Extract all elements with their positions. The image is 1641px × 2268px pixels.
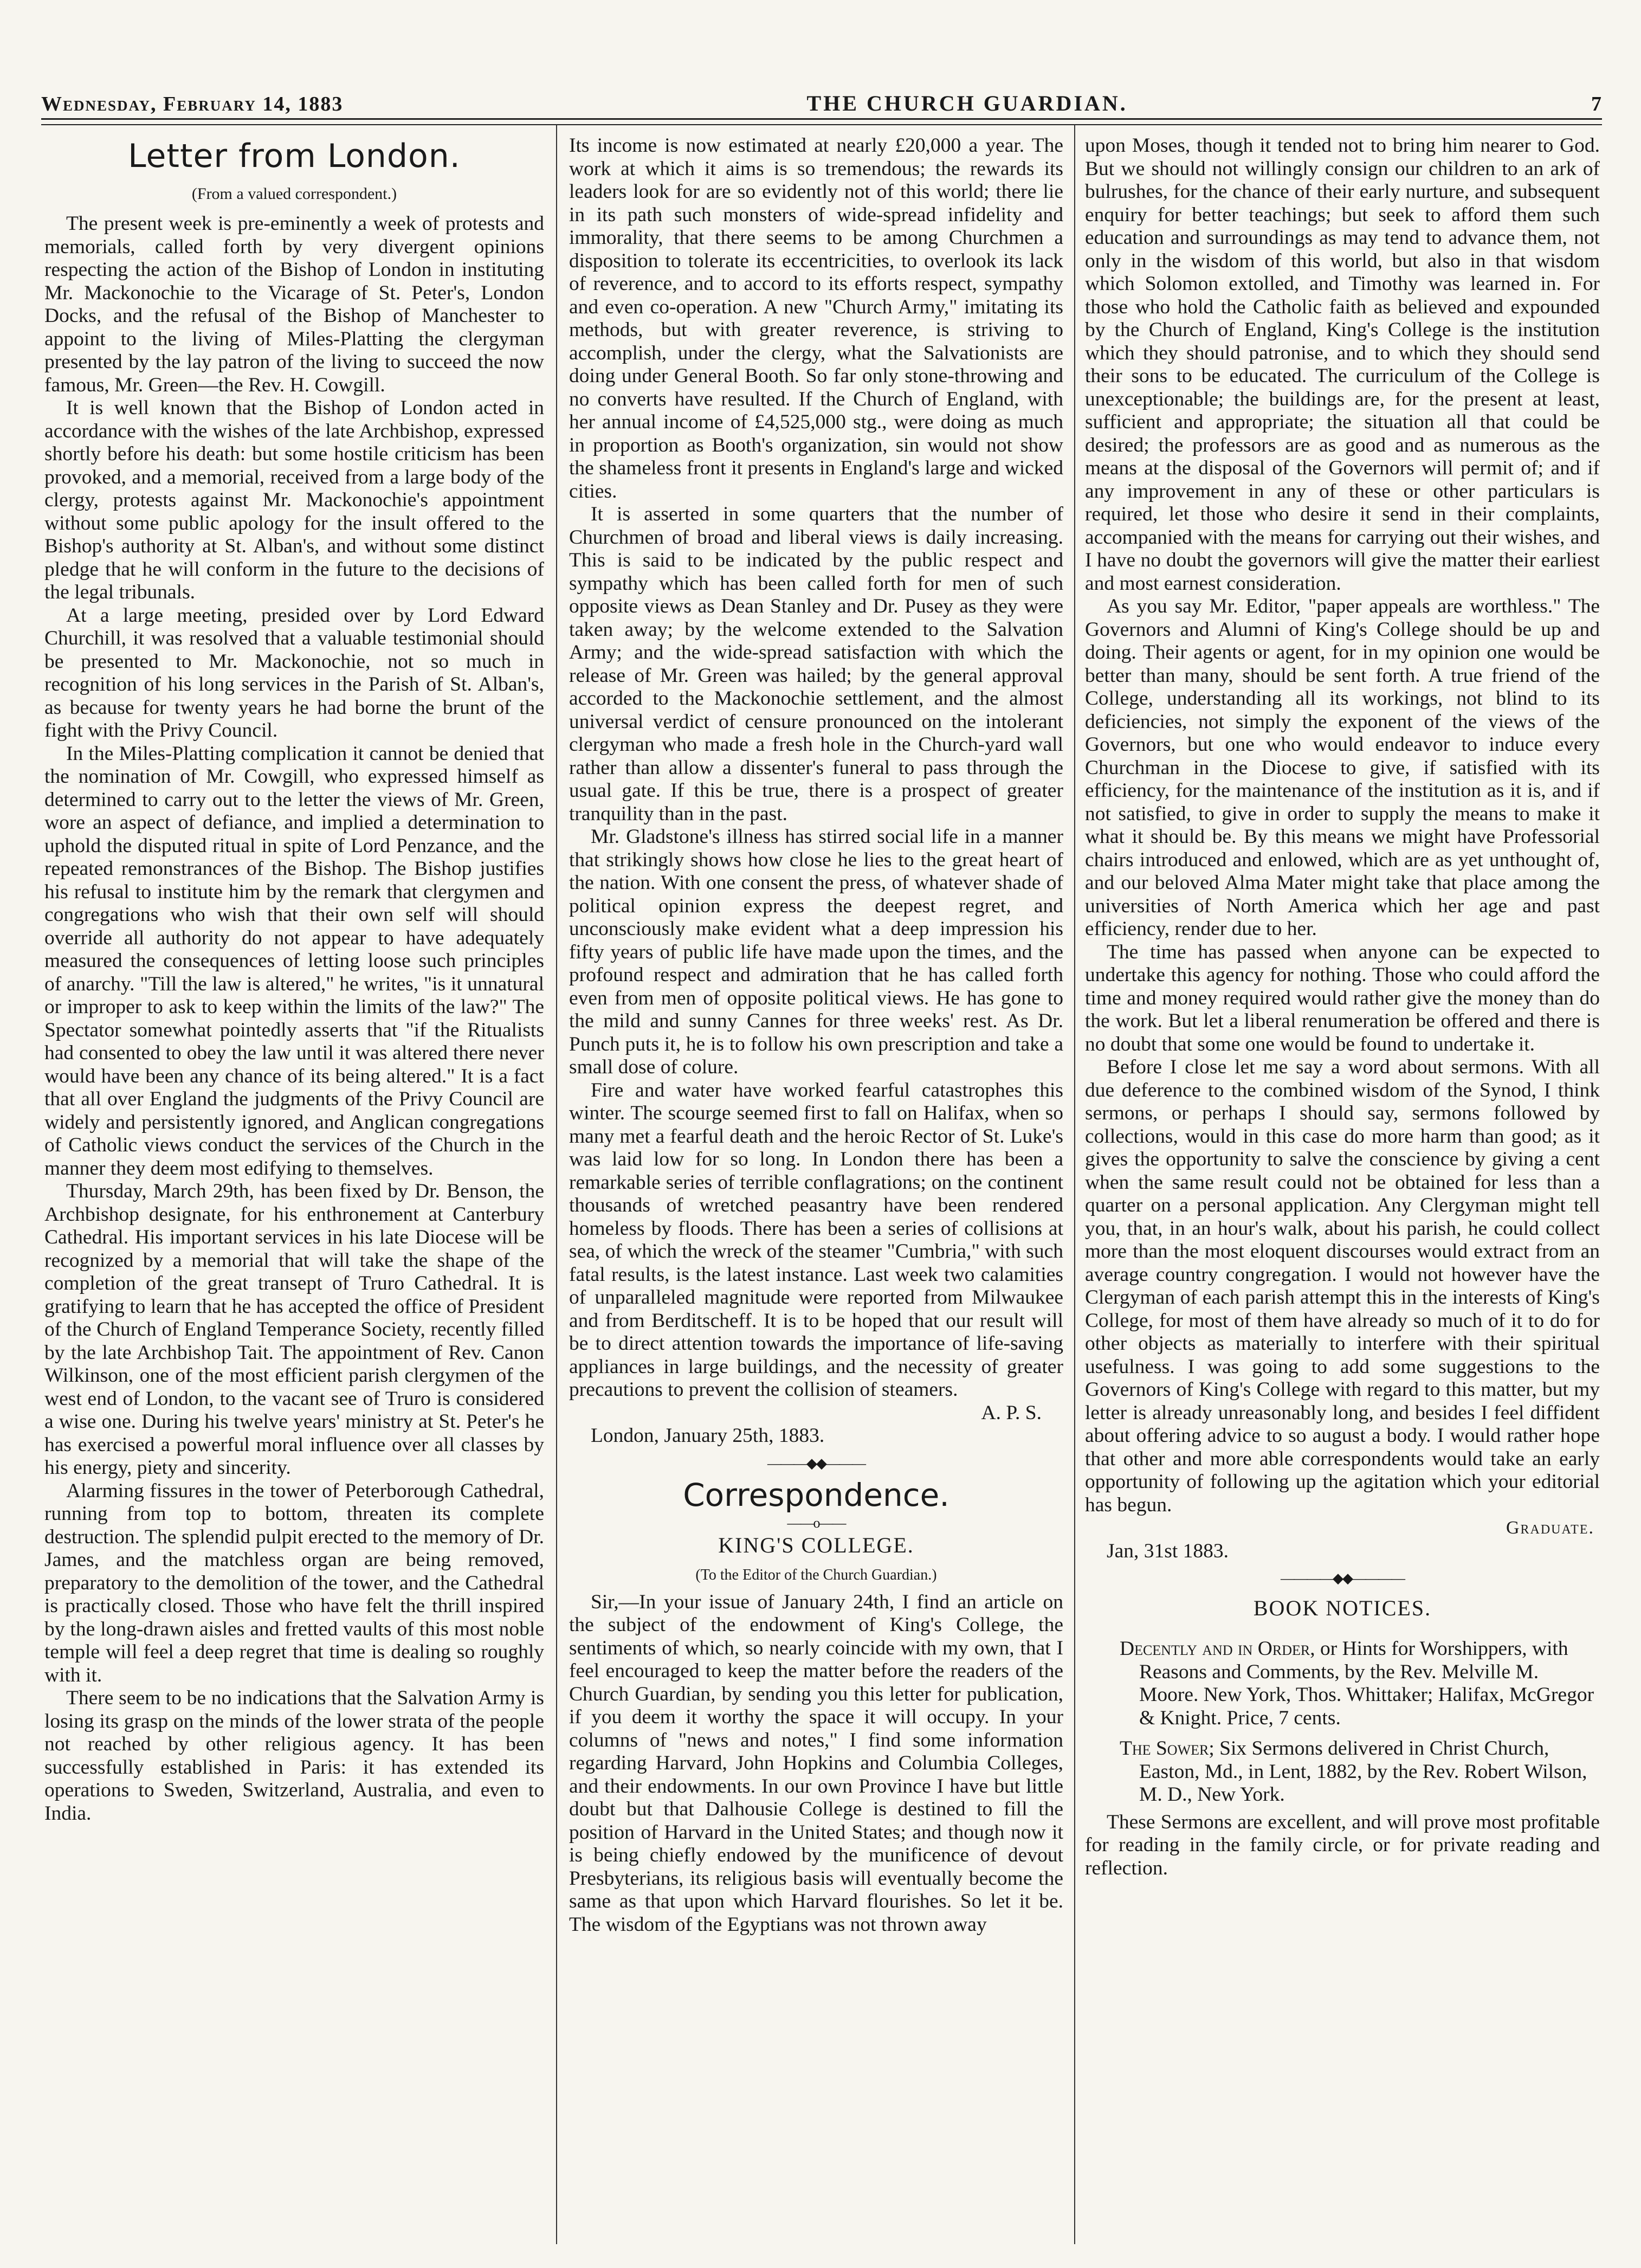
book-notice-lead: Decently and in Order, [1120, 1638, 1315, 1660]
book-notice-item [1085, 1737, 1600, 1807]
paragraph: At a large meeting, presided over by Lord Edward Churchill, it was resolved that a valuable testimonial should be presented to Mr. Mackonochie, not so much in recognition of his long services in the Parish of St. Alban's, as because for twenty years he had borne the brunt of the fight with the Privy Council. [44, 604, 544, 742]
article-signature: A. P. S. [981, 1401, 1042, 1424]
book-notice-lead: The Sower; [1120, 1737, 1214, 1760]
paragraph: Before I close let me say a word about sermons. With all due deference to the combined wisdom of the Synod, I think sermons, or perhaps I should say, sermons followed by collections, would in this case do more harm than good; as it gives the opportunity to salve the conscience by giving a cent when the same result could not be obtained for less than a quarter on a personal application. Any Clergyman might tell you, that, in an hour's walk, about his parish, he could collect more than the most eloquent discourses would extract from an average country congregation. I would not however have the Clergyman of each parish attempt this in the interests of King's College, for most of them have already so much of it to do for other objects as materially to interfere with their spiritual usefulness. I was going to add some suggestions to the Governors of King's College with regard to this matter, but my letter is already unreasonably long, and besides I feel diffident about offering advice to so august a body. I would rather hope that other and more able correspondents would take an early opportunity of following up the agitation which your editorial has begun. [1085, 1056, 1600, 1516]
letter-title: KING'S COLLEGE. [718, 1532, 914, 1557]
to-editor-line: (To the Editor of the Church Guardian.) [695, 1566, 937, 1583]
paragraph: As you say Mr. Editor, "paper appeals are worthless." The Governors and Alumni of King's College should be up and doing. Their agents or agent, for in my opinion one would be better than many, should be sent forth. A true friend of the College, understanding all its workings, not blind to its deficiencies, not simply the exponent of the views of the Governors, but one who would endeavor to induce every Churchman in the Diocese to give, if satisfied with its efficiency, for the maintenance of the institution as it is, and if not satisfied, to give in order to supply the means to make it what it should be. By this means we might have Professorial chairs introduced and enlowed, which are as yet unthought of, and our beloved Alma Mater might take that place among the universities of North America which her age and past efficiency, render due to her. [1085, 595, 1600, 940]
paragraph: It is well known that the Bishop of London acted in accordance with the wishes of the late Archbishop, expressed shortly before his death: but some hostile criticism has been provoked, and a memorial, received from a large body of the clergy, protests against Mr. Mackonochie's appointment without some public apology for the insult offered to the Bishop's authority at St. Alban's, and without some distinct pledge that he will conform in the future to the decisions of the legal tribunals. [44, 397, 544, 603]
paragraph: The present week is pre-eminently a week of protests and memorials, called forth by very divergent opinions respecting the action of the Bishop of London in instituting Mr. Mackonochie to the Vicarage of St. Peter's, London Docks, and the refusal of the Bishop of Manchester to appoint to the living of Miles-Platting the clergyman presented by the lay patron of the living to succeed the now famous, Mr. Green—the Rev. H. Cowgill. [44, 212, 544, 396]
page-number: 7 [1591, 93, 1602, 115]
paragraph: Thursday, March 29th, has been fixed by Dr. Benson, the Archbishop designate, for his enthronement at Canterbury Cathedral. His important services in his late Diocese will be recognized by a memorial that will take the shape of the completion of the great transept of Truro Cathedral. It is gratifying to learn that he has accepted the office of President of the Church of England Temperance Society, recently filled by the late Archbishop Tait. The appointment of Rev. Canon Wilkinson, one of the most efficient parish clergymen of the west end of London, to the vacant see of Truro is considered a wise one. During his twelve years' ministry at St. Peter's he has exercised a powerful moral influence over all classes by his energy, piety and sincerity. [44, 1180, 544, 1479]
column-2 [569, 134, 1063, 2243]
book-notice-text: Six Sermons delivered in Christ Church, Easton, Md., in Lent, 1882, by the Rev. Robert Wilson, M. D., New York. [1139, 1737, 1587, 1806]
letter-dateline: Jan, 31st 1883. [1107, 1539, 1229, 1562]
masthead [41, 83, 1602, 116]
issue-date: Wednesday, February 14, 1883 [41, 93, 344, 115]
article-subtitle: (From a valued correspondent.) [191, 185, 397, 203]
section-title: Correspondence. [683, 1476, 949, 1513]
ornament-rule: ——o—— [787, 1515, 845, 1531]
paragraph: It is asserted in some quarters that the number of Churchmen of broad and liberal views is daily increasing. This is said to be indicated by the public respect and sympathy which has been called forth for men of such opposite views as Dean Stanley and Dr. Pusey as they were taken away; by the welcome extended to the Salvation Army; and the wide-spread satisfaction with which the release of Mr. Green was hailed; by the general approval accorded to the Mackonochie settlement, and the almost universal verdict of censure pronounced on the intolerant clergyman who made a fresh hole in the Church-yard wall rather than allow a dissenter's funeral to pass through the usual gate. If this be true, there is a prospect of greater tranquility than in the past. [569, 503, 1063, 825]
newspaper-title: THE CHURCH GUARDIAN. [806, 91, 1128, 115]
column-1 [44, 134, 544, 2243]
book-notices-title: BOOK NOTICES. [1253, 1596, 1432, 1620]
paragraph: The time has passed when anyone can be expected to undertake this agency for nothing. Those who could afford the time and money required would rather give the money than do the work. But let a liberal renumeration be offered and there is no doubt that some one would be found to undertake it. [1085, 940, 1600, 1055]
book-notice-closing: These Sermons are excellent, and will prove most profitable for reading in the family circle, or for private reading and reflection. [1085, 1810, 1600, 1879]
paragraph: upon Moses, though it tended not to bring him nearer to God. But we should not willingly consign our children to an ark of bulrushes, for the chance of their early nurture, and subsequent enquiry for better teachings; but seek to afford them such education and surroundings as may tend to advance them, not only in the wisdom of this world, but also in that wisdom which Solomon extolled, and Timothy was learned in. For those who hold the Catholic faith as believed and expounded by the Church of England, King's College is the institution which they should patronise, and to which they should send their sons to be educated. The curriculum of the College is unexceptionable; the buildings are, for the present at least, sufficient and appropriate; the situation all that could be desired; the professors are as good and as numerous as the means at the disposal of the Governors will permit of; and if any improvement in any of these or other particulars is required, let those who desire it send in their complaints, accompanied with the means for carrying out their wishes, and I have no doubt the governors will give the matter their earliest and most earnest consideration. [1085, 134, 1600, 595]
paragraph: In the Miles-Platting complication it cannot be denied that the nomination of Mr. Cowgill, who expressed himself as determined to carry out to the letter the views of Mr. Green, wore an aspect of defiance, and implied a determination to uphold the disputed ritual in spite of Lord Penzance, and the repeated remonstrances of the Bishop. The Bishop justifies his refusal to institute him by the remark that clergymen and congregations who wish that their own self will should override all authority do not appear to have adequately measured the consequences of letting loose such principles of anarchy. "Till the law is altered," he writes, "is it unnatural or improper to ask to keep within the limits of the law?" The Spectator somewhat pointedly asserts that "if the Ritualists had consented to obey the law until it was altered there never would have been any chance of its being altered." It is a fact that all over England the judgments of the Privy Council are widely and persistently ignored, and Anglican congregations of Catholic views conduct the services of the Church in the manner they deem most edifying to themselves. [44, 742, 544, 1180]
paragraph: Mr. Gladstone's illness has stirred social life in a manner that strikingly shows how close he lies to the great heart of the nation. With one consent the press, of whatever shade of political opinion express the deepest regret, and unconsciously make evident what a deep impression his fifty years of public life have made upon the times, and the profound respect and admiration that he has called forth even from men of opposite political views. He has gone to the mild and sunny Cannes for three weeks' rest. As Dr. Punch puts it, he is to follow his own prescription and take a small dose of colure. [569, 826, 1063, 1078]
paragraph: Alarming fissures in the tower of Peterborough Cathedral, running from top to bottom, threaten its complete destruction. The splendid pulpit erected to the memory of Dr. James, and the matchless organ are being removed, preparatory to the demolition of the tower, and the Cathedral is practically closed. Those who have felt the thrill inspired by the long-drawn aisles and fretted vaults of this most noble temple will feel a deep regret that time is dealing so roughly with it. [44, 1479, 544, 1686]
paragraph: There seem to be no indications that the Salvation Army is losing its grasp on the minds of the lower strata of the people not reached by other religious agency. It has been successfully established in Paris: it has extended its operations to Sweden, Switzerland, Australia, and even to India. [44, 1687, 544, 1825]
letter-signature: Graduate. [1506, 1518, 1594, 1538]
paragraph: Sir,—In your issue of January 24th, I find an article on the subject of the endowment of King's College, the sentiments of which, so nearly coincide with my own, that I feel encouraged to keep the matter before the readers of the Church Guardian, by sending you this letter for publication, if you deem it worthy the space it will occupy. In your columns of "news and notes," I find some information regarding Harvard, John Hopkins and Columbia Colleges, and their endowments. In our own Province I have but little doubt but that Dalhousie College is destined to fill the position of Harvard in the United States; and though now it is being chiefly endowed by the munificence of devout Presbyterians, its religious basis will eventually become the same as that upon which Harvard flourishes. So let it be. The wisdom of the Egyptians was not thrown away [569, 1590, 1063, 1936]
column-3 [1085, 134, 1600, 2243]
article-title: Letter from London. [128, 137, 461, 175]
masthead-rule [41, 118, 1602, 125]
book-notice-item [1085, 1638, 1600, 1730]
section-divider-ornament: ———◆◆——— [767, 1455, 865, 1471]
column-divider [556, 125, 557, 2244]
column-divider [1074, 125, 1075, 2244]
paragraph: Its income is now estimated at nearly £20,000 a year. The work at which it aims is so tremendous; the rewards its leaders look for are so evidently not of this world; there lie in its path such monsters of wide-spread infidelity and immorality, that there seems to be among Churchmen a disposition to tolerate its eccentricities, to overlook its lack of reverence, and to accord to its efforts respect, sympathy and even co-operation. A new "Church Army," imitating its methods, but with greater reverence, is striving to accomplish, under the clergy, what the Salvationists are doing under General Booth. So far only stone-throwing and no converts have resulted. If the Church of England, with her annual income of £4,525,000 stg., were doing as much in proportion as Booth's organization, sin would not show the shameless front it presents in England's large and wicked cities. [569, 134, 1063, 502]
article-dateline: London, January 25th, 1883. [591, 1425, 825, 1447]
book-notice-text: or Hints for Worshippers, with Reasons and Comments, by the Rev. Melville M. Moore. New York, Thos. Whittaker; Halifax, McGregor & Knight. Price, 7 cents. [1139, 1638, 1594, 1729]
section-divider-ornament: ————◆◆———— [1281, 1570, 1404, 1586]
paragraph: Fire and water have worked fearful catastrophes this winter. The scourge seemed first to fall on Halifax, when so many met a fearful death and the heroic Rector of St. Luke's was laid low for so long. In London there has been a remarkable series of terrible conflagrations; on the continent thousands of wretched peasantry have been rendered homeless by floods. There has been a series of collisions at sea, of which the wreck of the steamer "Cumbria," with such fatal results, is the latest instance. Last week two calamities of unparalleled magnitude were reported from Milwaukee and from Berditscheff. It is to be hoped that our result will be to direct attention towards the importance of life-saving appliances in large buildings, and the necessity of greater precautions to prevent the collision of steamers. [569, 1079, 1063, 1401]
